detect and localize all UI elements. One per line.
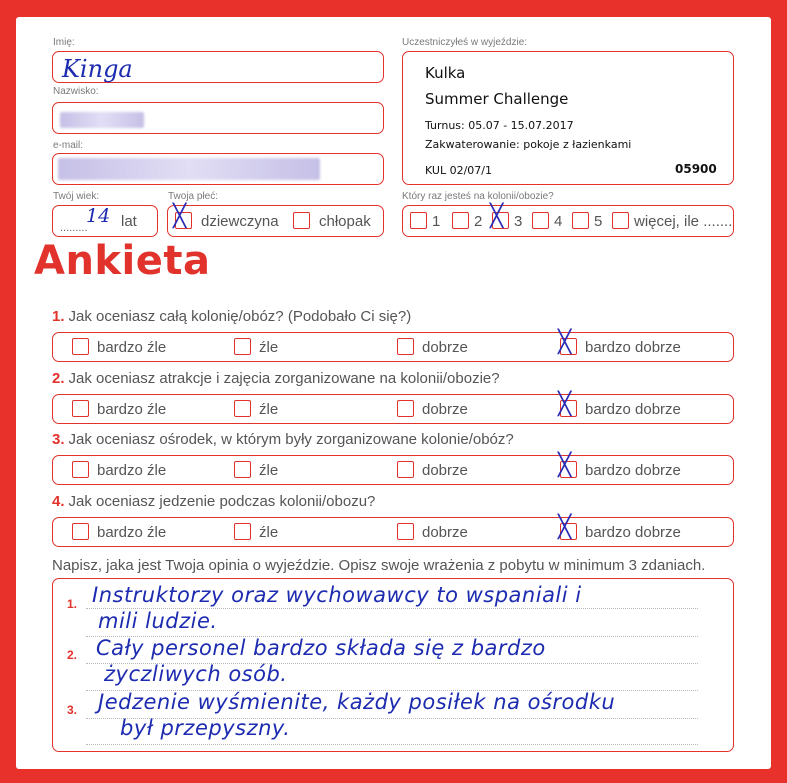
- rating-option-label: źle: [259, 524, 279, 541]
- rating-option-label: dobrze: [422, 524, 468, 541]
- times-checkbox-4[interactable]: [532, 212, 549, 229]
- answer-number-1: 1.: [67, 597, 78, 611]
- question-number: 4.: [52, 493, 65, 510]
- trip-name: Kulka: [425, 64, 466, 82]
- gender-checkbox-girl[interactable]: [173, 204, 192, 229]
- surname-label: Nazwisko:: [53, 86, 99, 97]
- times-label: Który raz jesteś na kolonii/obozie?: [402, 191, 554, 202]
- handwritten-answer-line: Instruktorzy oraz wychowawcy to wspaniali i: [92, 583, 582, 607]
- trip-accommodation: Zakwaterowanie: pokoje z łazienkami: [425, 138, 632, 151]
- check-mark-icon: ╳: [558, 330, 572, 355]
- survey-title: Ankieta: [34, 238, 211, 284]
- question-2-checkbox-4[interactable]: [558, 392, 577, 417]
- check-mark-icon: ╳: [173, 204, 187, 229]
- email-label: e-mail:: [53, 140, 84, 151]
- question-3-checkbox-1[interactable]: [72, 461, 89, 478]
- ruled-line: [86, 744, 698, 745]
- gender-label: Twoja płeć:: [168, 191, 219, 202]
- question-2-checkbox-2[interactable]: [234, 400, 251, 417]
- rating-option-label: bardzo dobrze: [585, 524, 681, 541]
- question-3-text: [52, 431, 514, 448]
- name-label: Imię:: [53, 37, 75, 48]
- trip-stamp: [402, 51, 734, 185]
- check-mark-icon: ╳: [558, 515, 572, 540]
- times-checkbox-2[interactable]: [452, 212, 469, 229]
- times-option-3: 3: [514, 213, 523, 230]
- question-3-checkbox-4[interactable]: [558, 453, 577, 478]
- question-label: Jak oceniasz całą kolonię/obóz? (Podobało Ci się?): [68, 308, 412, 325]
- question-4-checkbox-4[interactable]: [558, 515, 577, 540]
- surname-redacted: [60, 112, 144, 128]
- question-4-checkbox-1[interactable]: [72, 523, 89, 540]
- question-1-checkbox-2[interactable]: [234, 338, 251, 355]
- rating-option-label: bardzo dobrze: [585, 401, 681, 418]
- rating-option-label: źle: [259, 462, 279, 479]
- age-unit: lat: [121, 213, 137, 230]
- rating-option-label: bardzo źle: [97, 462, 167, 479]
- question-1-checkbox-4[interactable]: [558, 330, 577, 355]
- trip-number: 05900: [675, 162, 717, 176]
- question-number: 3.: [52, 431, 65, 448]
- check-mark-icon: ╳: [490, 204, 504, 229]
- times-option-2: 2: [474, 213, 483, 230]
- handwritten-answer-line: Cały personel bardzo składa się z bardzo: [96, 636, 546, 660]
- question-4-checkbox-2[interactable]: [234, 523, 251, 540]
- trip-label: Uczestniczyłeś w wyjeździe:: [402, 37, 528, 48]
- times-checkbox-1[interactable]: [410, 212, 427, 229]
- gender-checkbox-boy[interactable]: [293, 212, 310, 229]
- question-2-checkbox-1[interactable]: [72, 400, 89, 417]
- handwritten-answer-line: życzliwych osób.: [104, 662, 288, 686]
- rating-option-label: bardzo źle: [97, 401, 167, 418]
- rating-option-label: dobrze: [422, 401, 468, 418]
- handwritten-answer-line: był przepyszny.: [120, 716, 291, 740]
- age-dots: .........: [60, 222, 88, 234]
- handwritten-answer-line: Jedzenie wyśmienite, każdy posiłek na ośrodku: [98, 690, 616, 714]
- trip-turnus: Turnus: 05.07 - 15.07.2017: [425, 119, 574, 132]
- times-option-5: 5: [594, 213, 603, 230]
- trip-code: KUL 02/07/1: [425, 164, 492, 177]
- handwritten-answer-line: mili ludzie.: [98, 609, 218, 633]
- rating-option-label: bardzo źle: [97, 524, 167, 541]
- age-label: Twój wiek:: [53, 191, 100, 202]
- times-checkbox-5[interactable]: [572, 212, 589, 229]
- name-value: Kinga: [62, 55, 133, 83]
- age-value: 14: [86, 205, 111, 227]
- trip-program: Summer Challenge: [425, 90, 569, 108]
- question-4-text: [52, 493, 375, 510]
- question-label: Jak oceniasz ośrodek, w którym były zorganizowane kolonie/obóz?: [68, 431, 514, 448]
- email-redacted: [58, 158, 320, 180]
- rating-option-label: źle: [259, 401, 279, 418]
- question-label: Jak oceniasz jedzenie podczas kolonii/obozu?: [68, 493, 376, 510]
- times-option-4: 4: [554, 213, 563, 230]
- times-option-6: więcej, ile .......: [634, 213, 733, 230]
- gender-option-boy: chłopak: [319, 213, 371, 230]
- answer-number-2: 2.: [67, 648, 78, 662]
- question-3-checkbox-2[interactable]: [234, 461, 251, 478]
- times-checkbox-3[interactable]: [490, 204, 509, 229]
- rating-option-label: bardzo dobrze: [585, 339, 681, 356]
- rating-option-label: bardzo źle: [97, 339, 167, 356]
- gender-option-girl: dziewczyna: [201, 213, 279, 230]
- question-1-checkbox-1[interactable]: [72, 338, 89, 355]
- rating-option-label: bardzo dobrze: [585, 462, 681, 479]
- question-1-checkbox-3[interactable]: [397, 338, 414, 355]
- rating-option-label: źle: [259, 339, 279, 356]
- answer-number-3: 3.: [67, 703, 78, 717]
- check-mark-icon: ╳: [558, 392, 572, 417]
- question-number: 2.: [52, 370, 65, 387]
- check-mark-icon: ╳: [558, 453, 572, 478]
- question-1-text: [52, 308, 411, 325]
- question-3-checkbox-3[interactable]: [397, 461, 414, 478]
- question-2-text: [52, 370, 500, 387]
- times-option-1: 1: [432, 213, 441, 230]
- rating-option-label: dobrze: [422, 462, 468, 479]
- question-4-checkbox-3[interactable]: [397, 523, 414, 540]
- question-number: 1.: [52, 308, 65, 325]
- question-2-checkbox-3[interactable]: [397, 400, 414, 417]
- question-label: Jak oceniasz atrakcje i zajęcia zorganizowane na kolonii/obozie?: [68, 370, 500, 387]
- opinion-prompt: Napisz, jaka jest Twoja opinia o wyjeździe. Opisz swoje wrażenia z pobytu w minimum 3 zdaniach.: [52, 557, 706, 574]
- rating-option-label: dobrze: [422, 339, 468, 356]
- times-checkbox-6[interactable]: [612, 212, 629, 229]
